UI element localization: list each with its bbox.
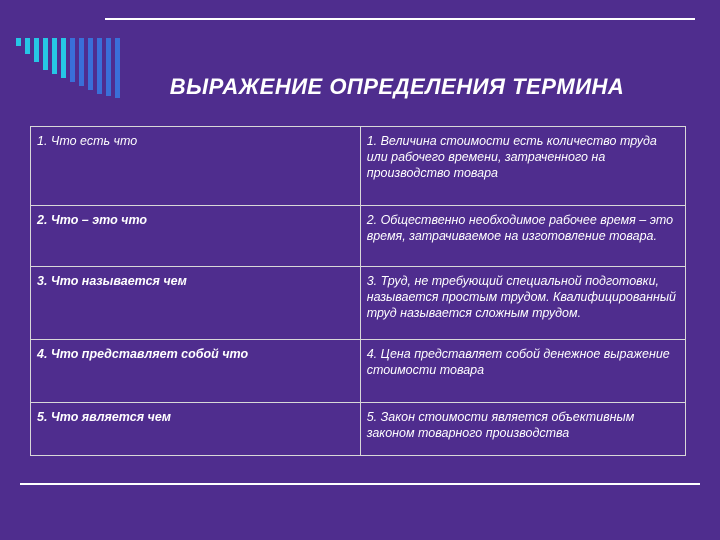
top-divider bbox=[105, 18, 695, 20]
table-row bbox=[31, 340, 686, 403]
term-pattern-cell: 2. Что – это что bbox=[31, 206, 361, 267]
stripe-bar bbox=[43, 38, 48, 70]
definition-cell: 3. Труд, не требующий специальной подготовки, называется простым трудом. Квалифицированный труд называется сложным трудом. bbox=[360, 267, 685, 340]
definition-cell: 2. Общественно необходимое рабочее время – это время, затрачиваемое на изготовление товара. bbox=[360, 206, 685, 267]
definition-cell: 5. Закон стоимости является объективным законом товарного производства bbox=[360, 403, 685, 456]
table-row bbox=[31, 127, 686, 206]
definitions-table bbox=[30, 126, 686, 456]
term-pattern-cell: 5. Что является чем bbox=[31, 403, 361, 456]
stripe-bar bbox=[34, 38, 39, 62]
bottom-divider bbox=[20, 483, 700, 485]
term-pattern-cell: 3. Что называется чем bbox=[31, 267, 361, 340]
stripe-bar bbox=[61, 38, 66, 78]
stripe-bar bbox=[16, 38, 21, 46]
stripe-bar bbox=[52, 38, 57, 74]
term-pattern-cell: 4. Что представляет собой что bbox=[31, 340, 361, 403]
definition-cell: 1. Величина стоимости есть количество труда или рабочего времени, затраченного на производство товара bbox=[360, 127, 685, 206]
stripe-bar bbox=[25, 38, 30, 54]
definition-cell: 4. Цена представляет собой денежное выражение стоимости товара bbox=[360, 340, 685, 403]
table-row bbox=[31, 403, 686, 456]
slide-title: ВЫРАЖЕНИЕ ОПРЕДЕЛЕНИЯ ТЕРМИНА bbox=[169, 74, 625, 99]
table-row bbox=[31, 267, 686, 340]
term-pattern-cell: 1. Что есть что bbox=[31, 127, 361, 206]
table-row bbox=[31, 206, 686, 267]
